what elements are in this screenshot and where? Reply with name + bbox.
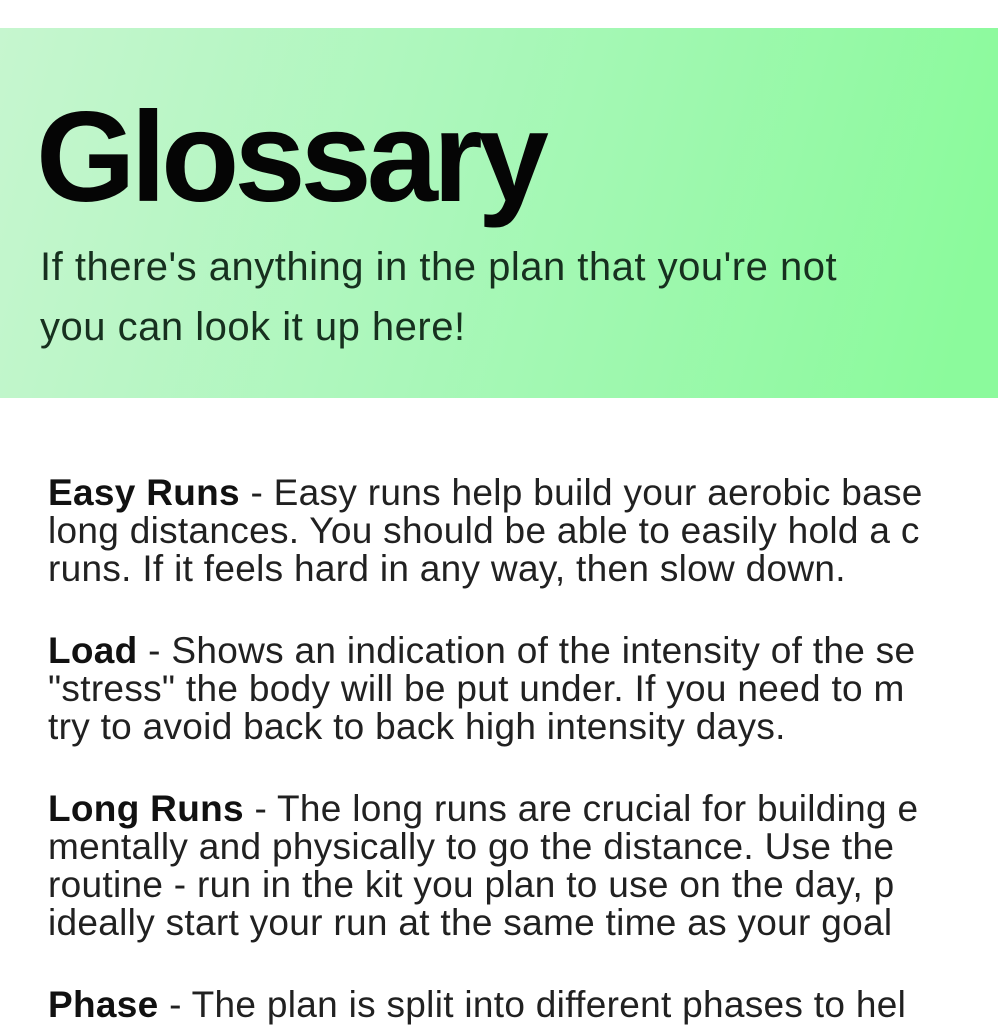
glossary-entry-easy-runs <box>48 474 997 588</box>
term-label: Easy Runs <box>48 472 240 513</box>
term-label: Long Runs <box>48 788 244 829</box>
entry-line: runs. If it feels hard in any way, then slow down. <box>48 548 846 589</box>
entry-text: - Shows an indication of the intensity of the se <box>137 630 916 671</box>
entry-line: long distances. You should be able to easily hold a c <box>48 510 920 551</box>
glossary-entry-phase <box>48 986 997 1024</box>
glossary-entry-load <box>48 632 997 746</box>
entry-text: - The long runs are crucial for building e <box>243 788 919 829</box>
term-label: Load <box>48 630 138 671</box>
term-label: Phase <box>48 984 159 1025</box>
entry-line <box>48 986 997 1024</box>
entry-text: - Easy runs help build your aerobic base <box>239 472 923 513</box>
subtitle-line: If there's anything in the plan that you're not <box>40 245 838 289</box>
entry-line: mentally and physically to go the distance. Use the <box>48 826 895 867</box>
entry-line <box>48 790 997 828</box>
hero-banner <box>0 28 998 398</box>
entry-line <box>48 632 997 670</box>
glossary-section <box>0 472 997 1025</box>
entry-text: - The plan is split into different phases to hel <box>158 984 907 1025</box>
entry-line: try to avoid back to back high intensity days. <box>48 706 786 747</box>
entry-line: routine - run in the kit you plan to use on the day, p <box>48 864 895 905</box>
glossary-entries <box>0 474 997 1024</box>
page-title: Glossary <box>36 86 544 229</box>
glossary-entry-long-runs <box>48 790 997 942</box>
entry-line: ideally start your run at the same time as your goal <box>48 902 893 943</box>
entry-line <box>48 474 997 512</box>
page-subtitle <box>40 237 837 357</box>
entry-line: "stress" the body will be put under. If you need to m <box>48 668 905 709</box>
subtitle-line: you can look it up here! <box>40 305 466 349</box>
